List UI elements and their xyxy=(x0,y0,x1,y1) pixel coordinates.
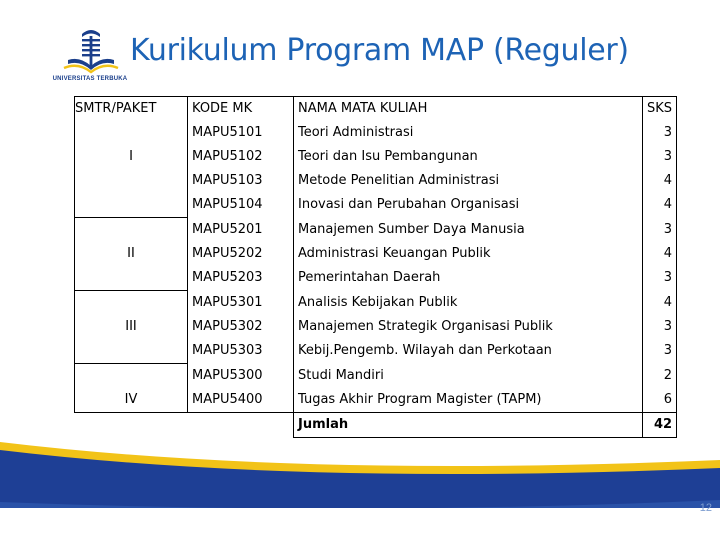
course-sks: 3 xyxy=(643,121,677,145)
semester-label: II xyxy=(75,242,188,266)
semester-cell xyxy=(75,291,188,316)
course-code: MAPU5101 xyxy=(192,125,263,140)
semester-cell xyxy=(75,266,188,291)
table-row xyxy=(75,266,677,291)
course-sks: 2 xyxy=(643,364,677,389)
course-code: MAPU5303 xyxy=(192,343,263,359)
semester-cell xyxy=(75,121,188,145)
course-name: Metode Penelitian Administrasi xyxy=(294,169,643,193)
semester-label: IV xyxy=(75,388,188,413)
table-row xyxy=(75,388,677,413)
course-name: Kebij.Pengemb. Wilayah dan Perkotaan xyxy=(294,339,643,364)
course-name: Teori Administrasi xyxy=(294,121,643,145)
course-sks: 3 xyxy=(643,266,677,291)
semester-cell xyxy=(75,169,188,193)
course-sks: 6 xyxy=(643,388,677,413)
course-sks: 3 xyxy=(643,315,677,339)
total-label: Jumlah xyxy=(294,413,643,438)
table-row xyxy=(75,291,677,316)
footer-wave-band xyxy=(0,420,720,540)
header-sks: SKS xyxy=(643,97,677,122)
table-row xyxy=(75,339,677,364)
course-name: Manajemen Sumber Daya Manusia xyxy=(294,218,643,243)
table-row xyxy=(75,218,677,243)
course-name: Pemerintahan Daerah xyxy=(294,266,643,291)
course-code: MAPU5302 xyxy=(192,319,263,334)
header-smtr: SMTR/PAKET xyxy=(75,97,188,122)
table-row xyxy=(75,315,677,339)
semester-cell xyxy=(75,339,188,364)
course-sks: 4 xyxy=(643,169,677,193)
table-row xyxy=(75,242,677,266)
header-kode: KODE MK xyxy=(188,97,294,122)
course-code: MAPU5201 xyxy=(192,221,263,237)
semester-cell xyxy=(75,364,188,389)
header-nama: NAMA MATA KULIAH xyxy=(294,97,643,122)
course-name: Studi Mandiri xyxy=(294,364,643,389)
semester-cell xyxy=(75,218,188,243)
course-name: Manajemen Strategik Organisasi Publik xyxy=(294,315,643,339)
course-code: MAPU5104 xyxy=(192,197,263,213)
table-row xyxy=(75,145,677,169)
course-code: MAPU5103 xyxy=(192,173,263,188)
table-row xyxy=(75,121,677,145)
course-code: MAPU5400 xyxy=(188,388,294,413)
course-sks: 3 xyxy=(643,339,677,364)
semester-label: III xyxy=(75,315,188,339)
semester-label: I xyxy=(75,145,188,169)
semester-cell xyxy=(75,193,188,218)
course-code: MAPU5301 xyxy=(192,294,263,310)
course-name: Teori dan Isu Pembangunan xyxy=(294,145,643,169)
course-sks: 4 xyxy=(643,193,677,218)
course-name: Analisis Kebijakan Publik xyxy=(294,291,643,316)
course-code: MAPU5202 xyxy=(192,246,263,261)
course-name: Tugas Akhir Program Magister (TAPM) xyxy=(294,388,643,413)
table-row xyxy=(75,193,677,218)
curriculum-table xyxy=(74,96,677,438)
total-sks: 42 xyxy=(643,413,677,438)
course-sks: 4 xyxy=(643,242,677,266)
course-name: Administrasi Keuangan Publik xyxy=(294,242,643,266)
course-name: Inovasi dan Perubahan Organisasi xyxy=(294,193,643,218)
page-number: 12 xyxy=(699,502,712,514)
table-header-row xyxy=(75,97,677,122)
course-code: MAPU5102 xyxy=(192,149,263,164)
course-code: MAPU5300 xyxy=(192,367,263,383)
slide-title: Kurikulum Program MAP (Reguler) xyxy=(130,33,629,68)
course-sks: 4 xyxy=(643,291,677,316)
logo-label: UNIVERSITAS TERBUKA xyxy=(52,76,128,82)
course-sks: 3 xyxy=(643,218,677,243)
table-row xyxy=(75,364,677,389)
course-sks: 3 xyxy=(643,145,677,169)
table-row xyxy=(75,169,677,193)
course-code: MAPU5203 xyxy=(192,270,263,286)
